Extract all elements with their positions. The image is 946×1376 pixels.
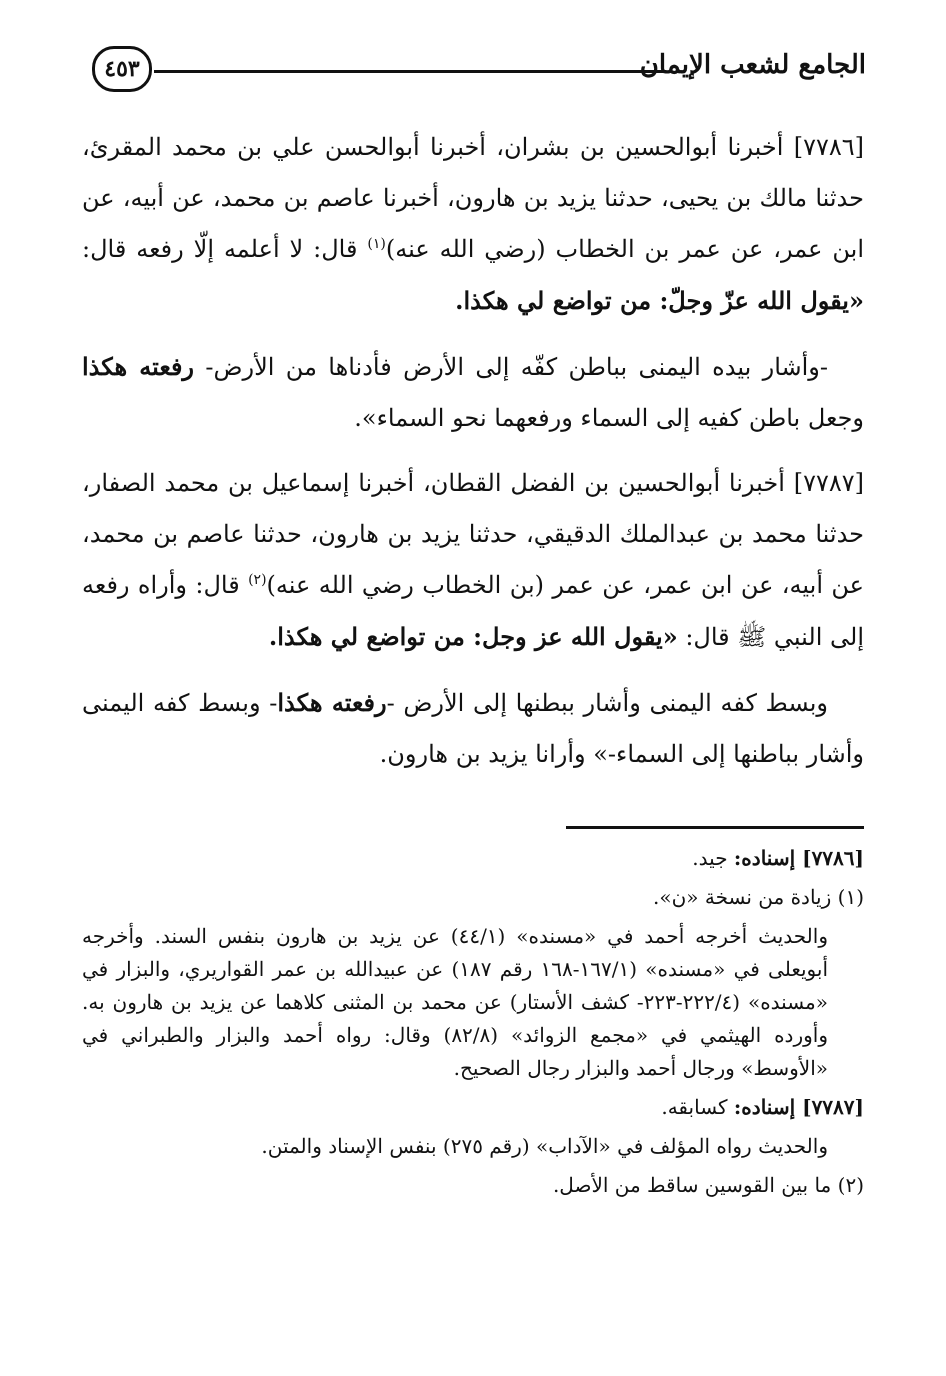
page-header xyxy=(88,44,866,104)
footnote-marker: (١) xyxy=(367,236,386,252)
hadith-7787-continuation xyxy=(82,677,864,780)
footnote-takhrij-7787: والحديث رواه المؤلف في «الآداب» (رقم ٢٧٥) بنفس الإسناد والمتن. xyxy=(261,1134,828,1158)
paragraph-text: - وبسط كفه اليمنى وأشار بباطنها إلى السماء-» وأرانا يزيد بن هارون. xyxy=(82,689,864,768)
header-rule xyxy=(154,70,666,73)
bold-phrase: رفعته هكذا xyxy=(82,352,195,381)
footnote-marker: (٢) xyxy=(248,572,267,588)
footnote-isnad-7787 xyxy=(82,1091,864,1124)
paragraph-text: -وأشار بيده اليمنى بباطن كفّه إلى الأرض فأدناها من الأرض- xyxy=(194,353,829,381)
footnote-takhrij-7786: والحديث أخرجه أحمد في «مسنده» (٤٤/١) عن يزيد بن هارون بنفس السند. وأخرجه أبويعلى في «مسنده» (١٦٧/١-١٦٨ رقم ١٨٧) عن عبيدالله بن عمر القواريري، والبزار في «مسنده» (٢٢٢/٤-٢٢٣- كشف الأستار) عن محمد بن المثنى كلاهما عن يزيد بن هارون به. وأورده الهيثمي في «مجمع الزوائد» (٨٢/٨) وقال: رواه أحمد والبزار والطبراني في «الأوسط» ورجال أحمد والبزار رجال الصحيح. xyxy=(82,924,829,1080)
footnotes xyxy=(82,842,864,1208)
hadith-7786-continuation xyxy=(82,341,864,444)
footnote-label: [٧٧٨٧] إسناده: xyxy=(733,1095,864,1119)
hadith-7787 xyxy=(82,458,864,663)
hadith-7786 xyxy=(82,122,864,327)
narration-text: قال: وأراه رفعه إلى النبي ﷺ قال: xyxy=(82,571,864,651)
footnote-text: كسابقه. xyxy=(661,1095,734,1119)
page-number: ٤٥٣ xyxy=(92,46,152,92)
isnad-text: أخبرنا أبوالحسين بن الفضل القطان، أخبرنا إسماعيل بن محمد الصفار، حدثنا محمد بن عبدالملك الدقيقي، حدثنا يزيد بن هارون، حدثنا عاصم بن محمد، عن أبيه، عن ابن عمر، عن عمر (بن الخطاب رضي الله عنه) xyxy=(82,469,864,599)
hadith-quote: «يقول الله عز وجل: من تواضع لي هكذا. xyxy=(268,622,678,651)
running-title: الجامع لشعب الإيمان xyxy=(639,50,866,80)
hadith-number: [٧٧٨٧] xyxy=(793,469,864,497)
footnote-1: (١) زيادة من نسخة «ن». xyxy=(653,885,864,909)
footnote-separator xyxy=(566,826,864,829)
footnote-label: [٧٧٨٦] إسناده: xyxy=(733,846,864,870)
main-text xyxy=(82,122,864,794)
footnote-isnad-7786 xyxy=(82,842,864,875)
paragraph-text: وبسط كفه اليمنى وأشار ببطنها إلى الأرض - xyxy=(386,689,828,717)
bold-phrase: رفعته هكذا xyxy=(277,688,387,717)
footnote-text: جيد. xyxy=(692,846,734,870)
hadith-number: [٧٧٨٦] xyxy=(793,133,864,161)
narration-text: قال: لا أعلمه إلّا رفعه قال: xyxy=(82,235,368,263)
isnad-text: أخبرنا أبوالحسين بن بشران، أخبرنا أبوالحسن علي بن محمد المقرئ، حدثنا مالك بن يحيى، حدثنا يزيد بن هارون، أخبرنا عاصم بن محمد، عن أبيه، عن ابن عمر، عن عمر بن الخطاب (رضي الله عنه) xyxy=(82,133,865,263)
footnote-2: (٢) ما بين القوسين ساقط من الأصل. xyxy=(552,1173,864,1197)
paragraph-text: وجعل باطن كفيه إلى السماء ورفعهما نحو السماء». xyxy=(354,404,864,432)
hadith-quote: «يقول الله عزّ وجلّ: من تواضع لي هكذا. xyxy=(455,286,864,315)
